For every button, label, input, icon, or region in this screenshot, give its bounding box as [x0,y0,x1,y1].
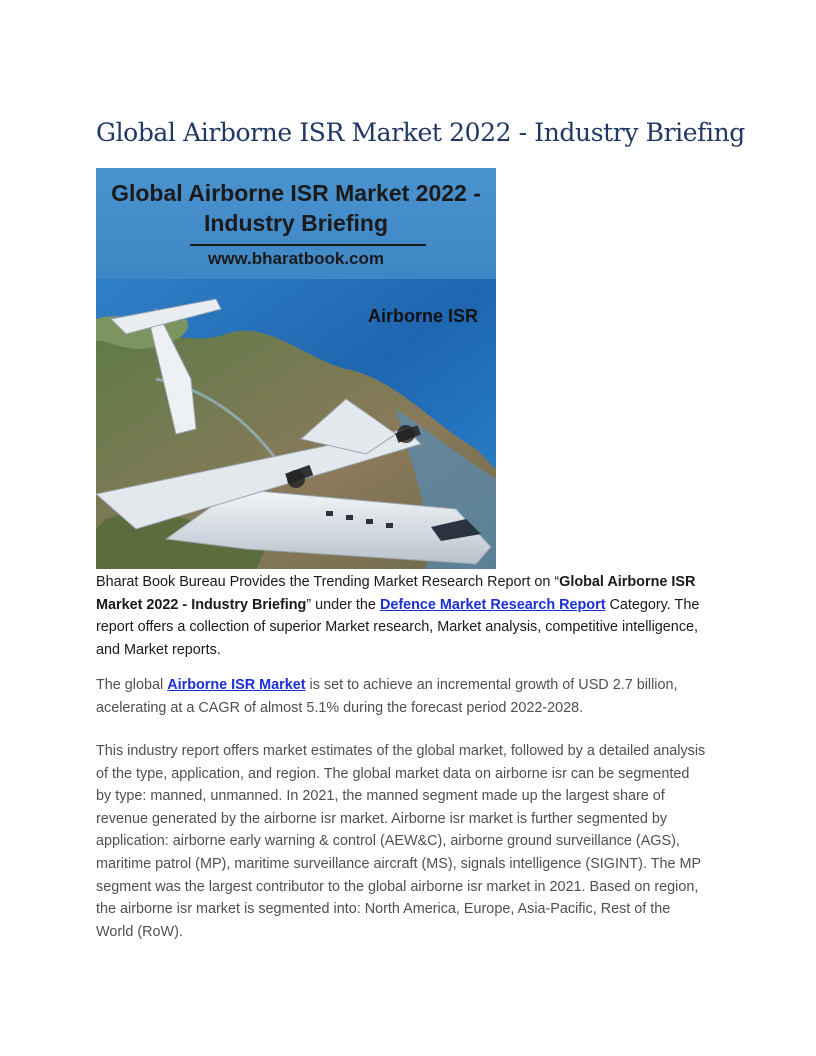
banner-tag: Airborne ISR [368,306,479,326]
banner-heading-line1: Global Airborne ISR Market 2022 - [111,180,481,206]
report-name-bold: Global Airborne ISR Market 2022 - Industry Briefing [96,574,696,613]
page-title: Global Airborne ISR Market 2022 - Industry Briefing [96,118,745,147]
report-banner-image [96,168,496,569]
details-paragraph: This industry report offers market estimates of the global market, followed by a detailed analysis of the type, application, and region. The global market data on airborne isr can be segmented by type: manned, unmanned. In 2021, the manned segment made up the largest share of revenue generated by the airborne isr market. Airborne isr market is further segmented by application: airborne early warning & control (AEW&C), airborne ground surveillance (AGS), maritime patrol (MP), maritime surveillance aircraft (MS), signals intelligence (SIGINT). The MP segment was the largest contributor to the global airborne isr market in 2021. Based on region, the airborne isr market is segmented into: North America, Europe, Asia-Pacific, Rest of the World (RoW). [96,743,706,940]
banner-divider [190,244,426,246]
defence-market-report-link[interactable]: Defence Market Research Report [379,596,606,613]
banner-header [96,168,496,279]
growth-paragraph: The global Airborne ISR Market is set to achieve an incremental growth of USD 2.7 billion, acelerating at a CAGR of almost 5.1% during the forecast period 2022-2028. [96,677,678,716]
intro-paragraph: Bharat Book Bureau Provides the Trending Market Research Report on “Global Airborne ISR Market 2022 - Industry Briefing” under the Defence Market Research Report Category. The report offers a collection of superior Market research, Market analysis, competitive intelligence, and Market reports. [96,574,700,658]
banner-heading-line2: Industry Briefing [203,210,388,236]
airborne-isr-market-link[interactable]: Airborne ISR Market [167,677,306,693]
banner-url: www.bharatbook.com [207,249,384,268]
